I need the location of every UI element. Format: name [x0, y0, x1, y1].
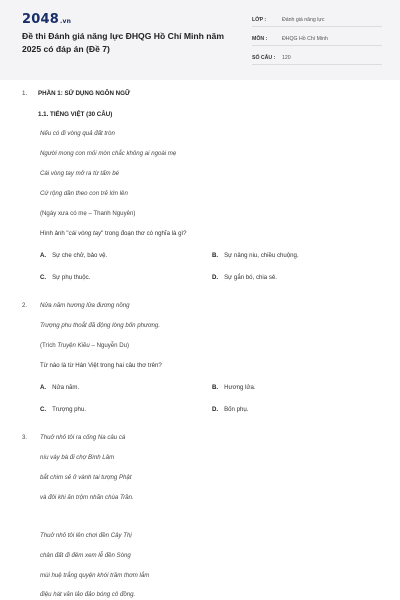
answer-option-b[interactable]: B. Hương lửa.: [212, 384, 256, 391]
poem-line: bắt chim sẻ ở vành tai tượng Phật: [40, 474, 132, 481]
answer-option-a[interactable]: A. Sự che chở, bảo vệ.: [40, 252, 108, 259]
subsection-title: 1.1. TIẾNG VIỆT (30 CÂU): [38, 111, 113, 118]
logo-main: 2048: [22, 12, 59, 27]
poem-line: Thuở nhỏ tôi lên chơi đền Cây Thị: [40, 532, 132, 539]
poem-line: Nếu có đi vòng quả đất tròn: [40, 130, 115, 137]
section-number: 1.: [22, 90, 28, 97]
meta-value: 120: [282, 54, 291, 61]
page-header: [0, 0, 400, 80]
poem-line: Người mong con mỏi mòn chắc không ai ngoài mẹ: [40, 150, 177, 157]
poem-line: chân đất đi đêm xem lễ đền Sòng: [40, 552, 131, 559]
site-logo[interactable]: [22, 12, 71, 27]
answer-option-d[interactable]: D. Bốn phụ.: [212, 406, 249, 413]
exam-meta: [252, 13, 382, 70]
meta-label: MÔN :: [252, 35, 268, 42]
question-text: Từ nào là từ Hán Việt trong hai câu thơ trên?: [40, 362, 162, 369]
poem-line: Cái vòng tay mở ra từ tấm bé: [40, 170, 120, 177]
meta-row-count: [252, 51, 382, 65]
poem-source: (Trích Truyện Kiều – Nguyễn Du): [40, 342, 130, 349]
meta-label: LỚP :: [252, 16, 267, 23]
poem-line: níu váy bà đi chợ Bình Lâm: [40, 454, 115, 461]
question-text: Hình ảnh "cái vòng tay" trong đoạn thơ có nghĩa là gì?: [40, 230, 187, 237]
poem-line: Trượng phu thoắt đã động lòng bốn phương.: [40, 322, 161, 329]
answer-option-c[interactable]: C. Trượng phu.: [40, 406, 87, 413]
exam-title: Đề thi Đánh giá năng lực ĐHQG Hồ Chí Minh năm 2025 có đáp án (Đề 7): [22, 31, 224, 54]
answer-option-b[interactable]: B. Sự nâng niu, chiều chuộng.: [212, 252, 299, 259]
meta-value: ĐHQG Hồ Chí Minh: [282, 35, 328, 42]
poem-line: điệu hát văn lảo đảo bóng cô đồng.: [40, 591, 136, 598]
poem-line: Cứ rộng dần theo con trẻ lớn lên: [40, 190, 128, 197]
poem-line: mùi huệ trắng quyện khói trầm thơm lắm: [40, 572, 150, 579]
section-title: PHẦN 1: SỬ DỤNG NGÔN NGỮ: [38, 90, 131, 97]
question-number: 2.: [22, 302, 28, 309]
logo-suffix: .vn: [59, 18, 72, 25]
poem-line: Nửa năm hương lửa đương nồng: [40, 302, 130, 309]
meta-row-class: [252, 13, 382, 27]
meta-row-subject: [252, 32, 382, 46]
question-number: 3.: [22, 434, 28, 441]
answer-option-d[interactable]: D. Sự gắn bó, chia sẻ.: [212, 274, 277, 281]
poem-source: (Ngày xưa có mẹ – Thanh Nguyên): [40, 210, 136, 217]
answer-option-a[interactable]: A. Nửa năm.: [40, 384, 80, 391]
poem-line: và đôi khi ăn trộm nhãn chùa Trần.: [40, 494, 134, 501]
meta-label: SỐ CÂU :: [252, 54, 276, 61]
poem-line: Thuở nhỏ tôi ra cống Na câu cá: [40, 434, 126, 441]
meta-value: Đánh giá năng lực: [282, 16, 325, 23]
answer-option-c[interactable]: C. Sự phụ thuộc.: [40, 274, 91, 281]
